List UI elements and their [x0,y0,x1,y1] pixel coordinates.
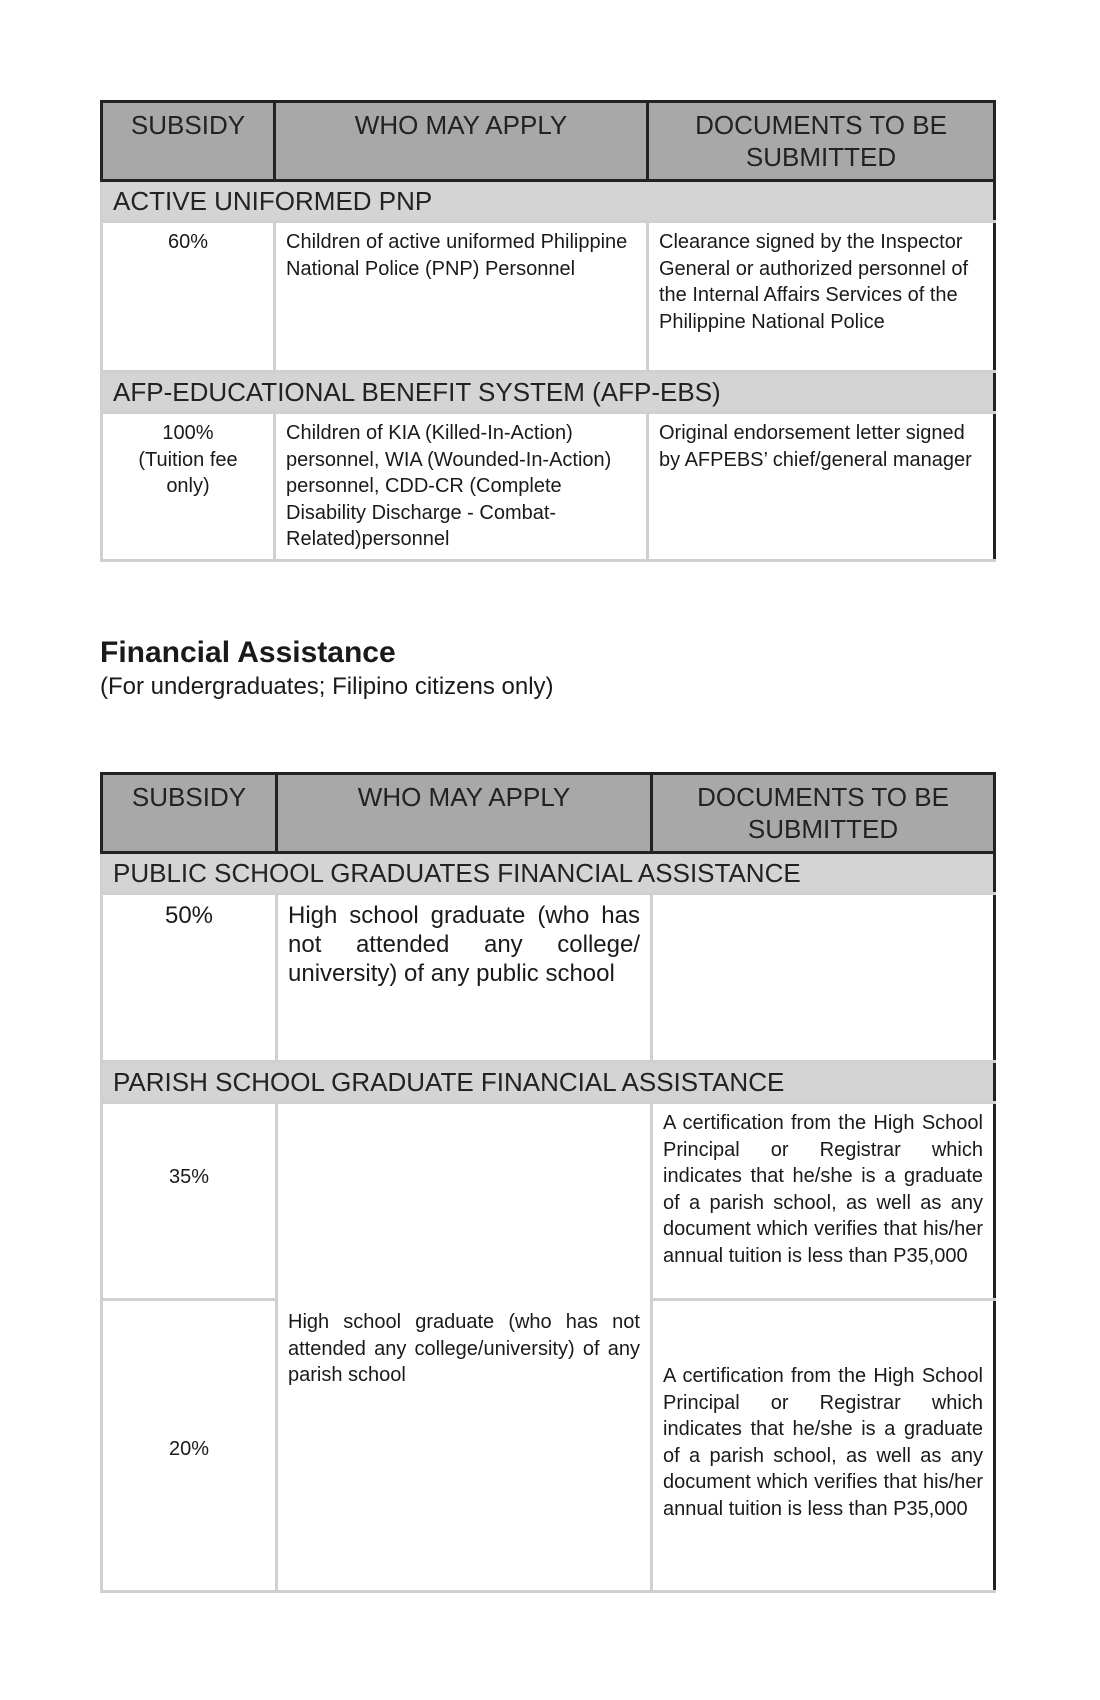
header-documents: DOCUMENTS TO BE SUBMITTED [648,102,995,181]
section-row-pnp [102,181,995,222]
header-subsidy: SUBSIDY [102,102,275,181]
documents-cell: A certification from the High School Principal or Registrar which indicates that he/she is a graduate of a parish school, as well as any document which verifies that his/her annual tuition is less than P35,000 [652,1300,995,1592]
documents-cell: Clearance signed by the Inspector General or authorized personnel of the Internal Affairs Services of the Philippine National Police [648,222,995,372]
header-who-may-apply: WHO MAY APPLY [275,102,648,181]
financial-assistance-table [100,772,996,1593]
header-who-may-apply: WHO MAY APPLY [277,774,652,853]
subsidy-text: 100% (Tuition fee only) [138,422,238,497]
section-title: PARISH SCHOOL GRADUATE FINANCIAL ASSISTANCE [102,1062,995,1103]
documents-cell: Original endorsement letter signed by AFPEBS’ chief/general manager [648,413,995,561]
subsidy-cell [102,413,275,561]
subsidy-cell: 20% [102,1300,277,1592]
section-heading: Financial Assistance [100,636,396,669]
section-title: ACTIVE UNIFORMED PNP [102,181,995,222]
section-row-parish-school [102,1062,995,1103]
table-row [102,222,995,372]
section-row-public-school [102,853,995,894]
subsidy-cell: 60% [102,222,275,372]
subsidy-cell: 35% [102,1103,277,1300]
table-row [102,413,995,561]
section-subheading: (For undergraduates; Filipino citizens only) [100,673,554,700]
table-header-row [102,102,995,181]
section-title: AFP-EDUCATIONAL BENEFIT SYSTEM (AFP-EBS) [102,372,995,413]
section-row-afp-ebs [102,372,995,413]
table-header-row [102,774,995,853]
who-cell: Children of active uniformed Philippine National Police (PNP) Personnel [275,222,648,372]
who-cell: High school graduate (who has not attended any college/ university) of any public school [277,894,652,1062]
header-documents: DOCUMENTS TO BE SUBMITTED [652,774,995,853]
documents-cell [652,894,995,1062]
security-forces-subsidy-table [100,100,996,562]
documents-cell: A certification from the High School Principal or Registrar which indicates that he/she is a graduate of a parish school, as well as any document which verifies that his/her annual tuition is less than P35,000 [652,1103,995,1300]
section-title: PUBLIC SCHOOL GRADUATES FINANCIAL ASSISTANCE [102,853,995,894]
who-cell: High school graduate (who has not attended any college/university) of any parish school [277,1103,652,1592]
table-row [102,894,995,1062]
header-subsidy: SUBSIDY [102,774,277,853]
who-cell: Children of KIA (Killed-In-Action) personnel, WIA (Wounded-In-Action) personnel, CDD-CR (Complete Disability Discharge - Combat-Related)personnel [275,413,648,561]
subsidy-cell: 50% [102,894,277,1062]
table-row [102,1103,995,1300]
